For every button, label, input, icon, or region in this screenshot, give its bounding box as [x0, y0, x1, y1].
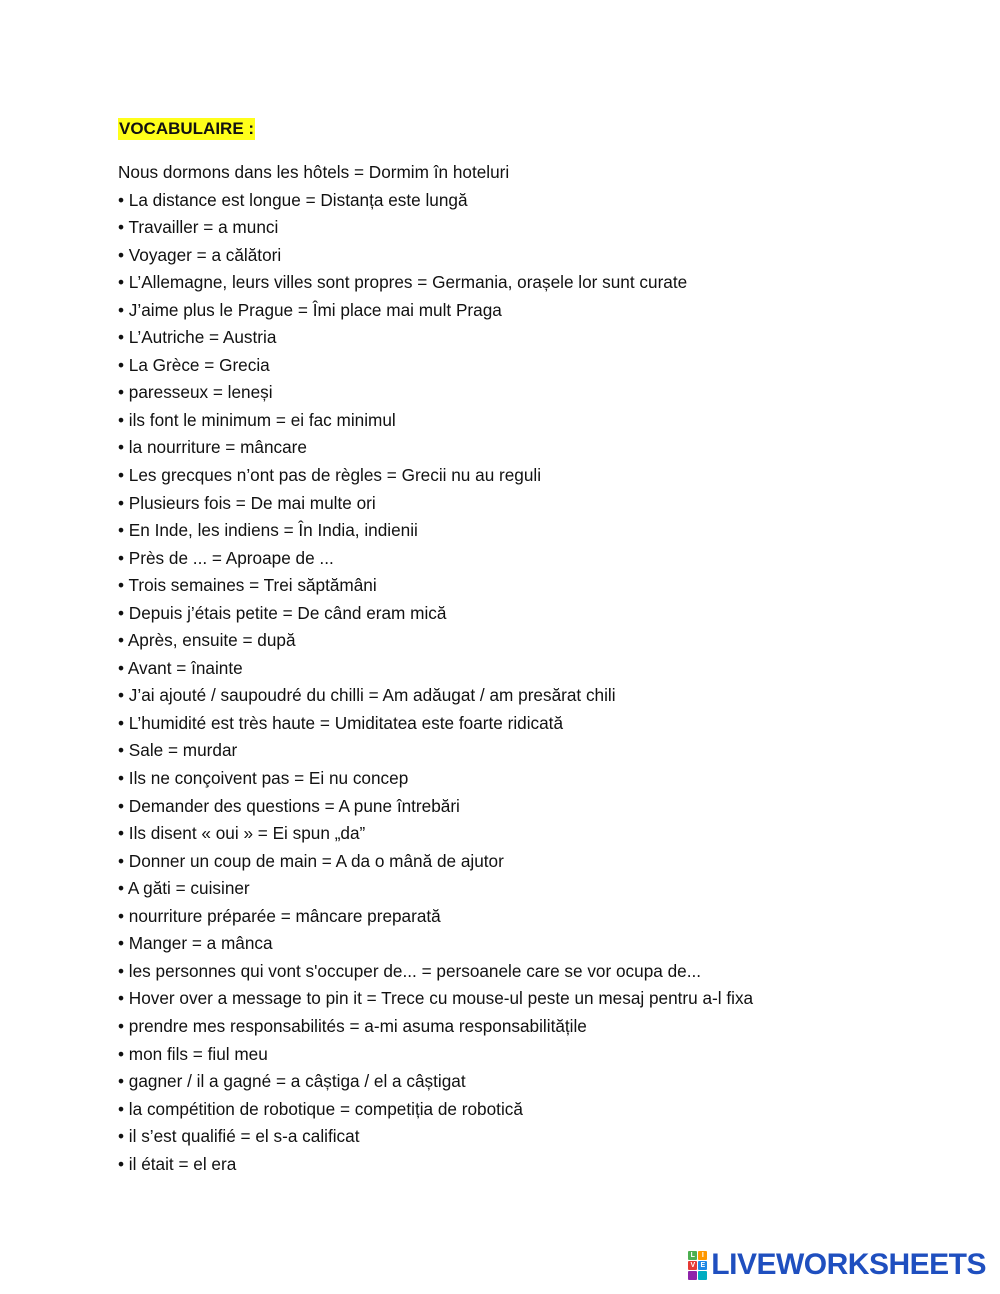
vocabulary-item: • Avant = înainte	[118, 657, 243, 678]
logo-mark-tile: E	[698, 1261, 707, 1270]
vocabulary-item: • ils font le minimum = ei fac minimul	[118, 409, 396, 430]
vocabulary-item: • il s’est qualifié = el s-a calificat	[118, 1126, 360, 1147]
worksheet-page	[118, 118, 938, 1178]
logo-mark-tile: L	[688, 1251, 697, 1260]
vocabulary-item: • Les grecques n’ont pas de règles = Grecii nu au reguli	[118, 465, 542, 486]
vocabulary-item: • gagner / il a gagné = a câștiga / el a câștigat	[118, 1071, 466, 1092]
vocabulary-item: • Sale = murdar	[118, 740, 238, 761]
vocabulary-item: Nous dormons dans les hôtels = Dormim în hoteluri	[118, 162, 510, 182]
vocabulary-item: • Trois semaines = Trei săptămâni	[118, 575, 377, 596]
vocabulary-item: • mon fils = fiul meu	[118, 1043, 268, 1064]
vocabulary-item: • Manger = a mânca	[118, 933, 273, 954]
vocabulary-item: • Depuis j’étais petite = De când eram mică	[118, 602, 447, 623]
vocabulary-item: • Ils disent « oui » = Ei spun „da”	[118, 823, 366, 844]
vocabulary-item: • L’Autriche = Austria	[118, 327, 277, 348]
vocabulary-item: • A găti = cuisiner	[118, 878, 250, 899]
vocabulary-item: • les personnes qui vont s'occuper de... = persoanele care se vor ocupa de...	[118, 960, 702, 981]
vocabulary-item: • Après, ensuite = după	[118, 630, 296, 651]
logo-mark-tile	[688, 1271, 697, 1280]
vocabulary-item: • J’ai ajouté / saupoudré du chilli = Am adăugat / am presărat chili	[118, 685, 616, 706]
vocabulary-item: • Près de ... = Aproape de ...	[118, 547, 334, 568]
vocabulary-item: • L’humidité est très haute = Umiditatea este foarte ridicată	[118, 712, 564, 733]
vocabulary-item: • Voyager = a călători	[118, 244, 282, 265]
vocabulary-item: • prendre mes responsabilités = a-mi asuma responsabilitățile	[118, 1015, 587, 1036]
vocabulary-item: • Donner un coup de main = A da o mână de ajutor	[118, 850, 504, 871]
vocabulary-item: • Travailler = a munci	[118, 217, 279, 238]
logo-mark-tile: I	[698, 1251, 707, 1260]
vocabulary-item: • Ils ne conçoivent pas = Ei nu concep	[118, 768, 409, 789]
vocabulary-item: • paresseux = leneși	[118, 382, 273, 403]
vocabulary-list	[118, 159, 938, 1178]
vocabulary-item: • la nourriture = mâncare	[118, 437, 307, 458]
vocabulary-item: • Demander des questions = A pune întrebări	[118, 795, 460, 816]
vocabulary-item: • L’Allemagne, leurs villes sont propres = Germania, orașele lor sunt curate	[118, 272, 688, 293]
logo-mark-tile	[698, 1271, 707, 1280]
vocabulary-item: • La Grèce = Grecia	[118, 354, 270, 375]
logo-mark-tile: V	[688, 1261, 697, 1270]
vocabulary-item: • Hover over a message to pin it = Trece cu mouse-ul peste un mesaj pentru a-l fixa	[118, 988, 754, 1009]
vocabulary-item: • En Inde, les indiens = În India, indienii	[118, 520, 418, 541]
vocabulary-item: • nourriture préparée = mâncare preparată	[118, 905, 441, 926]
vocabulary-item: • J’aime plus le Prague = Îmi place mai mult Praga	[118, 299, 502, 320]
logo-text: LIVEWORKSHEETS	[711, 1248, 986, 1281]
liveworksheets-logo[interactable]	[688, 1250, 986, 1280]
vocabulary-item: • il était = el era	[118, 1153, 237, 1174]
vocabulary-item: • la compétition de robotique = competiția de robotică	[118, 1098, 523, 1119]
vocabulary-item: • La distance est longue = Distanța este lungă	[118, 189, 468, 210]
vocabulary-item: • Plusieurs fois = De mai multe ori	[118, 492, 376, 513]
logo-mark-icon	[688, 1251, 707, 1280]
vocabulary-title: VOCABULAIRE :	[119, 119, 255, 138]
